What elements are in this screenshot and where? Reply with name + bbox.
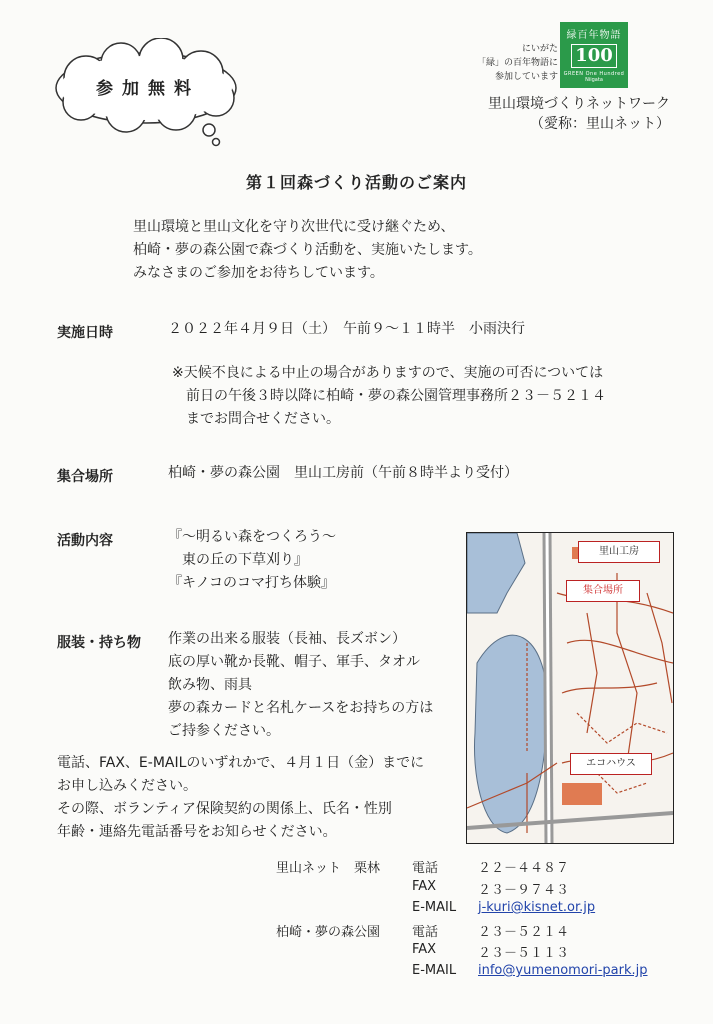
belongings-value: 作業の出来る服装（長袖、長ズボン） 底の厚い靴か長靴、帽子、軍手、タオル 飲み物、雨具 夢の森カードと名札ケースをお持ちの方は ご持参ください。 [168, 631, 434, 739]
free-participation-label: 参加無料 [96, 79, 200, 99]
contact-org2-fax: ２３－５１１３ [478, 946, 570, 961]
park-map [466, 532, 674, 844]
map-label-ecohouse: エコハウス [570, 753, 652, 775]
activity-label: 活動内容 [57, 533, 113, 549]
belongings-label: 服装・持ち物 [57, 635, 141, 651]
schedule-label: 実施日時 [57, 325, 113, 341]
green-story-note: にいがた 「緑」の百年物語に 参加しています [476, 44, 558, 82]
contact-org1: 里山ネット 栗林 [276, 861, 381, 876]
contact-tel-label: 電話 [412, 861, 439, 876]
contact-org1-email-link[interactable]: j-kuri@kisnet.or.jp [478, 900, 596, 915]
contact-tel-label-2: 電話 [412, 925, 439, 940]
application-instructions: 電話、FAX、E-MAILのいずれかで、４月１日（金）までに お申し込みください。 その際、ボランティア保険契約の関係上、氏名・性別 年齢・連絡先電話番号をお知らせください。 [57, 755, 425, 840]
page-title: 第１回森づくり活動のご案内 [245, 173, 467, 192]
green-100-logo: 緑百年物語 100 GREEN One Hundred Niigata [560, 22, 628, 88]
contact-org1-tel: ２２－４４８７ [478, 861, 570, 876]
map-label-workshop: 里山工房 [578, 541, 660, 563]
contact-mail-label-2: E-MAIL [412, 963, 457, 978]
activity-value: 『～明るい森をつくろう～ 東の丘の下草刈り』 『キノコのコマ打ち体験』 [168, 529, 336, 591]
contact-org1-fax: ２３－９７４３ [478, 883, 570, 898]
contact-fax-label-2: FAX [412, 942, 437, 957]
meeting-label: 集合場所 [57, 469, 113, 485]
contact-org2: 柏崎・夢の森公園 [276, 925, 381, 940]
meeting-value: 柏崎・夢の森公園 里山工房前（午前８時半より受付） [168, 465, 518, 481]
contact-org2-tel: ２３－５２１４ [478, 925, 570, 940]
contact-org2-email-link[interactable]: info@yumenomori-park.jp [478, 963, 648, 978]
organization-nickname: （愛称：里山ネット） [530, 116, 670, 132]
schedule-value: ２０２２年４月９日（土） 午前９～１１時半 小雨決行 [168, 321, 525, 337]
intro-text: 里山環境と里山文化を守り次世代に受け継ぐため、 柏崎・夢の森公園で森づくり活動を、実施いたします。 みなさまのご参加をお待ちしています。 [133, 219, 482, 281]
contact-mail-label: E-MAIL [412, 900, 457, 915]
organization [440, 94, 670, 134]
map-label-meeting-place: 集合場所 [566, 580, 640, 602]
contact-fax-label: FAX [412, 879, 437, 894]
schedule-note: ※天候不良による中止の場合がありますので、実施の可否については 前日の午後３時以降に柏崎・夢の森公園管理事務所２３－５２１４ までお問合せください。 [172, 365, 606, 427]
organization-name: 里山環境づくりネットワーク [488, 96, 670, 112]
